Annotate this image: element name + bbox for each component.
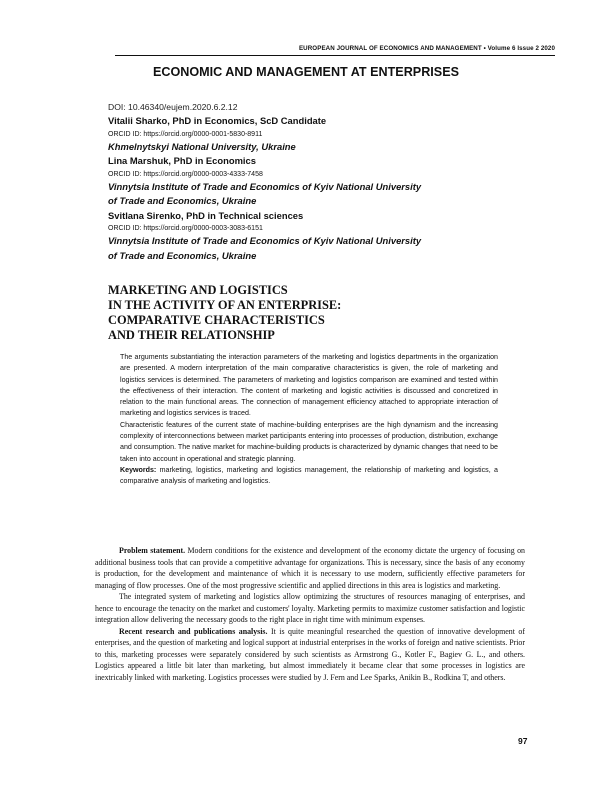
affiliation: of Trade and Economics, Ukraine: [108, 249, 257, 261]
article-metadata: [108, 100, 548, 263]
article-title-line: COMPARATIVE CHARACTERISTICS: [108, 313, 325, 327]
author-block: [108, 114, 548, 154]
running-header: EUROPEAN JOURNAL OF ECONOMICS AND MANAGEMENT • Volume 6 Issue 2 2020: [298, 45, 555, 52]
article-title: [108, 283, 528, 343]
body-text: [95, 545, 525, 683]
orcid-link[interactable]: ORCID ID: https://orcid.org/0000-0003-4333-7458: [108, 170, 263, 178]
abstract-paragraph: The arguments substantiating the interaction parameters of the marketing and logistics departments in the organization are presented. A modern interpretation of the main comparative characteristics is given, the role of marketing and logistics services is determined. The parameters of marketing and logistics comparison are examined and tested within the effectiveness of their interaction. The content of marketing and logistic activities is discussed and concretized in relation to the main functional areas. The connection of management efficiency attached to appropriate interaction of marketing and logistics services is traced.: [120, 353, 498, 418]
author-name: Svitlana Sirenko, PhD in Technical sciences: [108, 209, 304, 221]
keywords: [120, 465, 498, 488]
keywords-label: Keywords:: [120, 465, 157, 474]
abstract: [120, 352, 498, 488]
abstract-paragraph: Characteristic features of the current state of machine-building enterprises are the high dynamism and the increasing complexity of interconnections between market participants entering into processes of production, distribution, exchange and consumption. The native market for machine-building products is characterized by dynamic changes that need to be taken into account in operational and strategic planning.: [120, 420, 498, 463]
header-rule: [115, 55, 555, 56]
affiliation: Vinnytsia Institute of Trade and Economics of Kyiv National University: [108, 235, 422, 246]
body-paragraph: [95, 591, 525, 626]
doi: DOI: 10.46340/eujem.2020.6.2.12: [108, 102, 238, 112]
orcid-link[interactable]: ORCID ID: https://orcid.org/0000-0001-5830-8911: [108, 130, 263, 138]
author-block: [108, 209, 548, 264]
orcid-link[interactable]: ORCID ID: https://orcid.org/0000-0003-3083-6151: [108, 225, 263, 232]
run-in-heading: Recent research and publications analysis.: [119, 626, 268, 636]
article-title-line: AND THEIR RELATIONSHIP: [108, 328, 275, 342]
author-name: Lina Marshuk, PhD in Economics: [108, 155, 256, 166]
affiliation: Khmelnytskyi National University, Ukraine: [108, 140, 296, 152]
article-title-line: IN THE ACTIVITY OF AN ENTERPRISE:: [108, 298, 342, 312]
author-name: Vitalii Sharko, PhD in Economics, ScD Candidate: [108, 115, 327, 126]
affiliation: Vinnytsia Institute of Trade and Economics of Kyiv National University: [108, 180, 422, 192]
affiliation: of Trade and Economics, Ukraine: [108, 195, 257, 206]
section-title: ECONOMIC AND MANAGEMENT AT ENTERPRISES: [153, 65, 459, 79]
run-in-heading: Problem statement.: [119, 546, 186, 555]
paragraph-text: The integrated system of marketing and logistics allow optimizing the structures of resources managing of enterprises, and hence to encourage the tenacity on the market and customers' loyalty. Marketing permits to maximize customer satisfaction and logistic integration allow delivering the necessary goods to the right place in right time with minimum expenses.: [95, 592, 525, 624]
body-paragraph: [95, 545, 525, 591]
keywords-text: marketing, logistics, marketing and logistics management, the relationship of marketing and logistics, a comparative analysis of marketing and logistics.: [120, 465, 498, 486]
article-title-line: MARKETING AND LOGISTICS: [108, 283, 288, 297]
paragraph-text: It is quite meaningful researched the question of innovative development of enterprises, and the question of marketing and logical support at industrial enterprises in the works of foreign and native scientists. Prior to this, marketing processes were separately considered by such scientists as Armstrong G., Kotler F., Bagiev G. L., and others. Logistics appeared a little bit later than marketing, but almost immediately it became clear that some processes in logistics are inextricably linked with marketing. Logistics processes were studied by J. Fern and Lee Sparks, Anikin B., Rodkina T, and others.: [95, 626, 525, 682]
paragraph-text: Modern conditions for the existence and development of the economy dictate the urgency of focusing on additional business tools that can provide a competitive advantage for organizations. This is necessary, since the basis of any economy is production, for the development and maintenance of which it is necessary to use modern, sufficiently effective parameters for managing of flow processes. One of the most progressive scientific and applied directions in this area is logistics and marketing.: [95, 546, 525, 590]
body-paragraph: [95, 626, 525, 684]
page-number: 97: [518, 736, 528, 746]
author-block: [108, 154, 548, 209]
